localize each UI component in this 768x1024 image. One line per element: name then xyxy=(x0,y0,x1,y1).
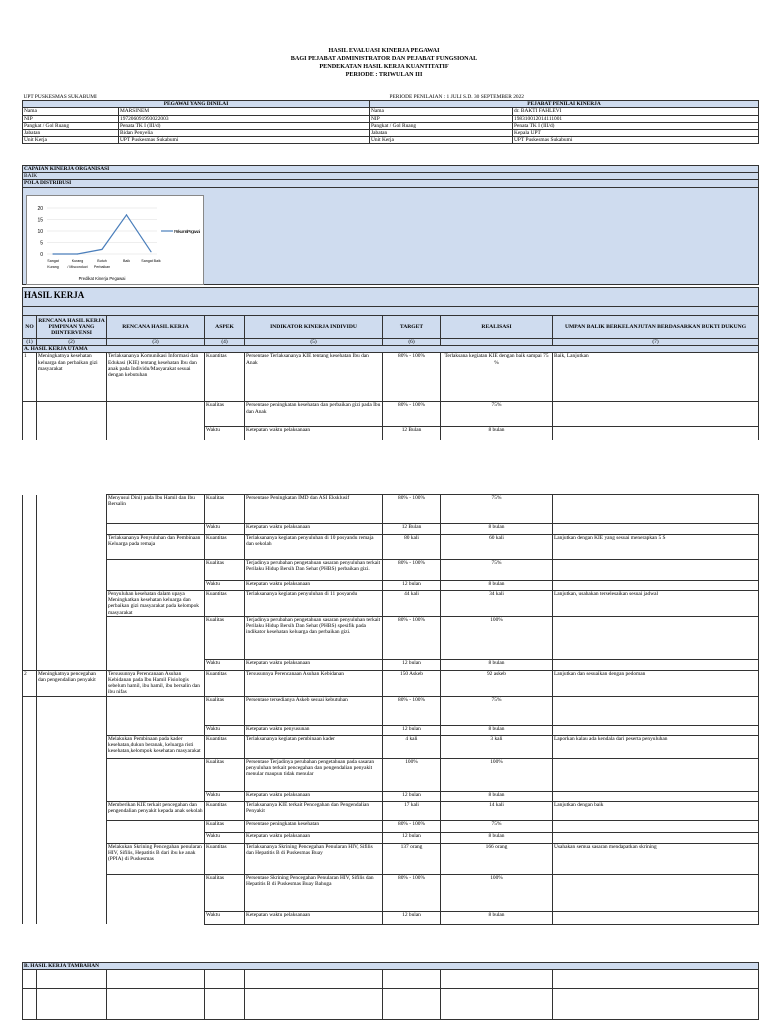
table-row xyxy=(23,353,759,402)
pegawai-row xyxy=(23,115,759,122)
cell-target: 4 kali xyxy=(383,735,441,758)
cell-realisasi: 75% xyxy=(441,820,553,832)
cell-realisasi: 100% xyxy=(441,874,553,911)
cell-umpan xyxy=(553,524,759,535)
table-row xyxy=(23,495,759,524)
cell-no xyxy=(23,524,37,535)
cell-target: 100% xyxy=(383,758,441,791)
cell-umpan: Lanjutkan dengan KIE yang sesuai menerapkan 5 S xyxy=(553,535,759,560)
cell-indikator: Persentase peningkatan kesehatan xyxy=(245,820,383,832)
cell-pimpinan xyxy=(37,843,107,874)
cell-indikator: Terlaksananya kegiatan penyuluhan di 10 posyandu remaja dan sekolah xyxy=(245,535,383,560)
cell-indikator: Persentase Terlaksananya KIE tentang kesehatan Ibu dan Anak xyxy=(245,353,383,402)
table-row xyxy=(23,616,759,659)
pegawai-value: Penata TK I (III/d) xyxy=(119,122,370,129)
cell-no xyxy=(23,495,37,524)
penilai-label: Pangkat / Gol Ruang xyxy=(370,122,513,129)
cell-rencana xyxy=(107,659,205,670)
column-header: REALISASI xyxy=(441,316,553,339)
cell-aspek: Waktu xyxy=(205,725,245,735)
cell-no xyxy=(23,801,37,820)
cell-realisasi: 8 bulan xyxy=(441,524,553,535)
cell-pimpinan xyxy=(37,535,107,560)
column-header: ASPEK xyxy=(205,316,245,339)
cell-aspek: Waktu xyxy=(205,427,245,442)
hasil-kerja-spacer xyxy=(23,307,759,316)
cell-no xyxy=(23,402,37,427)
pegawai-row xyxy=(23,137,759,144)
cell-realisasi: 75% xyxy=(441,560,553,581)
cell-no xyxy=(23,696,37,725)
cell-pimpinan xyxy=(37,495,107,524)
cell-no xyxy=(23,591,37,617)
cell-umpan: Baik, Lanjutkan xyxy=(553,353,759,402)
table-row xyxy=(23,735,759,758)
table-row xyxy=(23,725,759,735)
penilai-label: Nama xyxy=(370,108,513,115)
table-row xyxy=(23,843,759,874)
hasil-kerja-heading: HASIL KERJA xyxy=(23,288,759,307)
cell-rencana: Melakukan Pembinaan pada kader kesehatan,dukun beranak, keluarga risti kesehatan,kelompok kesehatan masyarakat xyxy=(107,735,205,758)
cell-rencana: Terlaksananya Penyuluhan dan Pembinaan Keluarga pada remaja xyxy=(107,535,205,560)
column-number: (3) xyxy=(107,339,205,346)
cell-indikator: Persentase Skrining Pencegahan Penularan HIV, Sifilis dan Hepatitis B di Puskesmas Buay Bahuga xyxy=(245,874,383,911)
pegawai-label: Unit Kerja xyxy=(23,137,119,144)
section-a-heading: A. HASIL KERJA UTAMA xyxy=(23,346,759,353)
cell-pimpinan xyxy=(37,581,107,591)
cell-umpan xyxy=(553,791,759,801)
cell-realisasi: 8 bulan xyxy=(441,581,553,591)
cell-indikator: Persentase Terjadinya perubahan pengetahuan pada sasaran penyuluhan terkait pencegahan dan pengendalian penyakit menular maupun tidak menular xyxy=(245,758,383,791)
x-tick-label: / Misconduct xyxy=(67,265,88,269)
series-line xyxy=(53,215,151,254)
cell-aspek: Kuantitas xyxy=(205,801,245,820)
pejabat-penilai-heading: PEJABAT PENILAI KINERJA xyxy=(370,101,759,108)
cell-indikator: Terlaksananya kegiatan penyuluhan di 11 posyandu xyxy=(245,591,383,617)
spacer-cell xyxy=(370,94,389,101)
column-header: RENCANA HASIL KERJA PIMPINAN YANG DIINTERVENSI xyxy=(37,316,107,339)
capaian-value: BAIK xyxy=(23,173,759,180)
hasil-kerja-table xyxy=(22,287,759,456)
column-number: (5) xyxy=(245,339,383,346)
cell-no xyxy=(23,791,37,801)
distribution-chart xyxy=(26,195,204,285)
unit-name: UPT PUSKESMAS SUKABUMI xyxy=(23,94,97,100)
cell-target: 12 bulan xyxy=(383,911,441,924)
cell-realisasi: 75% xyxy=(441,402,553,427)
data-point xyxy=(126,214,127,215)
cell-target: 150 Askeb xyxy=(383,670,441,696)
cell-pimpinan xyxy=(37,560,107,581)
pola-heading: POLA DISTRIBUSI xyxy=(23,180,759,187)
x-tick-label: Sangat Baik xyxy=(141,259,161,263)
cell-aspek: Kualitas xyxy=(205,560,245,581)
table-row xyxy=(23,696,759,725)
cell-pimpinan xyxy=(37,801,107,820)
cell-pimpinan xyxy=(37,616,107,659)
cell-pimpinan: Meningkatnya pencegahan dan pengendalian penyakit xyxy=(37,670,107,696)
capaian-heading: CAPAIAN KINERJA ORGANISASI xyxy=(23,166,759,173)
column-number: (6) xyxy=(383,339,441,346)
periode-text: PERIODE PENILAIAN : 1 JULI S.D. 30 SEPTEMBER 2022 xyxy=(389,94,524,100)
cell-rencana: Penyuluhan kesehatan dalam upaya Meningkatkan kesehatan keluarga dan perbaikan gizi masyarakat pada kelompok masyarakat xyxy=(107,591,205,617)
cell-rencana: Memberikan KIE terkait pencegahan dan pengendalian penyakit kepada anak sekolah xyxy=(107,801,205,820)
cell-no: 2 xyxy=(23,670,37,696)
cell-rencana xyxy=(107,402,205,427)
page-break-gap xyxy=(0,440,768,493)
cell-target: 17 kali xyxy=(383,801,441,820)
cell-indikator: Ketepatan waktu pelaksanaan xyxy=(245,581,383,591)
cell-rencana xyxy=(107,560,205,581)
penilai-value: 198310012014111001 xyxy=(513,115,759,122)
pegawai-value: UPT Puskesmas Sukabumi xyxy=(119,137,370,144)
penilai-value: Penata TK I (III/d) xyxy=(513,122,759,129)
cell-umpan xyxy=(553,560,759,581)
pegawai-heading-row xyxy=(23,101,759,108)
doc-title-4: PERIODE : TRIWULAN III xyxy=(345,71,423,78)
cell-umpan xyxy=(553,616,759,659)
doc-title-3: PENDEKATAN HASIL KERJA KUANTITATIF xyxy=(319,63,449,70)
cell-aspek: Kualitas xyxy=(205,696,245,725)
data-point xyxy=(150,251,151,252)
cell-rencana: Melakukan Skrining Pencegahan penularan HIV, Sifilis, Hepatitis B dari ibu ke anak (PPIA) di Puskesmas xyxy=(107,843,205,874)
cell-aspek: Waktu xyxy=(205,832,245,843)
cell-umpan: Lanjutkan dan sesuaikan dengan pedoman xyxy=(553,670,759,696)
cell-no xyxy=(23,735,37,758)
table-row xyxy=(23,535,759,560)
pegawai-value: Bidan Penyelia xyxy=(119,130,370,137)
cell-indikator: Persentase tersedianya Askeb sesuai kebutuhan xyxy=(245,696,383,725)
cell-target: 12 bulan xyxy=(383,581,441,591)
table-row xyxy=(23,524,759,535)
penilai-label: NIP xyxy=(370,115,513,122)
table-row xyxy=(23,402,759,427)
cell-realisasi: 34 kali xyxy=(441,591,553,617)
table-row xyxy=(23,832,759,843)
cell-pimpinan xyxy=(37,524,107,535)
cell-indikator: Tersusunnya Perencanaan Asuhan Kebidanan xyxy=(245,670,383,696)
section-b-heading: B. HASIL KERJA TAMBAHAN xyxy=(23,963,759,970)
column-number: (1) xyxy=(23,339,37,346)
penilai-label: Unit Kerja xyxy=(370,137,513,144)
cell-realisasi: 100% xyxy=(441,758,553,791)
cell-indikator: Terjadinya perubahan pengetahuan sasaran penyuluhan terkait Perilaku Hidup Bersih Dan Sehat (PHBS) spesifik pada indikator kesehatan keluarga dan perbaikan gizi. xyxy=(245,616,383,659)
cell-umpan: Lanjutkan dengan baik xyxy=(553,801,759,820)
hasil-kerja-table-continued xyxy=(22,494,759,925)
cell-no xyxy=(23,832,37,843)
cell-target: 12 Bulan xyxy=(383,524,441,535)
cell-umpan: Laporkan kalau ada kendala dari peserta penyuluhan xyxy=(553,735,759,758)
x-tick-label: Kurang xyxy=(71,259,84,263)
pegawai-row xyxy=(23,108,759,115)
cell-no xyxy=(23,616,37,659)
cell-pimpinan xyxy=(37,791,107,801)
cell-aspek: Kualitas xyxy=(205,758,245,791)
cell-pimpinan xyxy=(37,659,107,670)
table-row xyxy=(23,670,759,696)
x-axis-label: Predikat Kinerja Pegawai xyxy=(78,276,126,281)
column-header: RENCANA HASIL KERJA xyxy=(107,316,205,339)
cell-realisasi: 14 kali xyxy=(441,801,553,820)
cell-target: 12 bulan xyxy=(383,791,441,801)
y-tick-label: 0 xyxy=(40,252,43,258)
cell-aspek: Kuantitas xyxy=(205,535,245,560)
cell-aspek: Kuantitas xyxy=(205,670,245,696)
cell-indikator: Ketepatan waktu pelaksanaan xyxy=(245,791,383,801)
cell-target: 80% - 100% xyxy=(383,820,441,832)
cell-aspek: Waktu xyxy=(205,659,245,670)
table-row xyxy=(23,820,759,832)
cell-target: 80% - 100% xyxy=(383,696,441,725)
cell-rencana xyxy=(107,874,205,911)
table-row xyxy=(23,911,759,924)
cell-no xyxy=(23,659,37,670)
cell-indikator: Ketepatan waktu pelaksanaan xyxy=(245,524,383,535)
cell-umpan xyxy=(553,581,759,591)
unit-period-row xyxy=(23,94,759,101)
penilai-value: Kepala UPT xyxy=(513,130,759,137)
cell-indikator: Ketepatan waktu pelaksanaan xyxy=(245,659,383,670)
column-header: NO xyxy=(23,316,37,339)
hasil-kerja-tambahan-table xyxy=(22,962,759,1020)
cell-rencana xyxy=(107,791,205,801)
cell-target: 12 bulan xyxy=(383,832,441,843)
cell-rencana xyxy=(107,524,205,535)
table-row xyxy=(23,659,759,670)
cell-target: 12 bulan xyxy=(383,659,441,670)
cell-indikator: Persentase Peningkatan IMD dan ASI Eksklusif xyxy=(245,495,383,524)
cell-realisasi: 8 bulan xyxy=(441,791,553,801)
cell-no xyxy=(23,911,37,924)
cell-umpan xyxy=(553,725,759,735)
cell-aspek: Kuantitas xyxy=(205,843,245,874)
penilai-label: Jabatan xyxy=(370,130,513,137)
cell-aspek: Kuantitas xyxy=(205,735,245,758)
cell-pimpinan: Meningkatnya kesehatan keluarga dan perbaikan gizi masyarakat xyxy=(37,353,107,402)
x-tick-label: Perbaikan xyxy=(93,265,111,269)
x-tick-label: Baik xyxy=(123,259,130,263)
cell-pimpinan xyxy=(37,758,107,791)
cell-aspek: Kualitas xyxy=(205,495,245,524)
pegawai-table xyxy=(22,94,759,144)
y-tick-label: 5 xyxy=(40,240,43,247)
cell-rencana xyxy=(107,696,205,725)
cell-no: 1 xyxy=(23,353,37,402)
table-row xyxy=(23,591,759,617)
cell-pimpinan xyxy=(37,874,107,911)
cell-target: 80% - 100% xyxy=(383,495,441,524)
cell-rencana: Tersusunnya Perencanaan Asuhan Kebidanan pada Ibu Hamil Fisiologis sebelum hamil, ibu hamil, ibu bersalin dan ibu nifas xyxy=(107,670,205,696)
cell-aspek: Kuantitas xyxy=(205,591,245,617)
column-number: (2) xyxy=(37,339,107,346)
cell-pimpinan xyxy=(37,820,107,832)
cell-target: 80% - 100% xyxy=(383,616,441,659)
x-tick-label: Butuh xyxy=(97,259,107,263)
table-row xyxy=(23,758,759,791)
data-point xyxy=(77,253,78,254)
pegawai-value: 197206091993022003 xyxy=(119,115,370,122)
cell-indikator: Ketepatan waktu pelaksanaan xyxy=(245,911,383,924)
penilai-value: dr. BAKTI FAHLEVI xyxy=(513,108,759,115)
table-row xyxy=(23,560,759,581)
pegawai-label: NIP xyxy=(23,115,119,122)
pegawai-row xyxy=(23,122,759,129)
cell-rencana xyxy=(107,832,205,843)
doc-title-2: BAGI PEJABAT ADMINISTRATOR DAN PEJABAT FUNGSIONAL xyxy=(290,55,478,62)
cell-realisasi: 8 bulan xyxy=(441,832,553,843)
cell-no xyxy=(23,581,37,591)
cell-umpan: Usahakan semua sasaran mendapatkan skrining xyxy=(553,843,759,874)
cell-no xyxy=(23,874,37,911)
column-header: INDIKATOR KINERJA INDIVIDU xyxy=(245,316,383,339)
pegawai-label: Nama xyxy=(23,108,119,115)
cell-target: 80% - 100% xyxy=(383,402,441,427)
cell-no xyxy=(23,560,37,581)
x-tick-label: Sangat xyxy=(47,259,59,263)
cell-no xyxy=(23,758,37,791)
column-number xyxy=(441,339,553,346)
cell-indikator: Terlaksananya kegiatan pembinaan kader xyxy=(245,735,383,758)
pegawai-value: MARSINEM xyxy=(119,108,370,115)
pegawai-label: Jabatan xyxy=(23,130,119,137)
cell-indikator: Ketepatan waktu pelaksanaan xyxy=(245,427,383,442)
cell-indikator: Terlaksananya Skrining Pencegahan Penularan HIV, Sifilis dan Hepatitis B di Puskesmas Buay xyxy=(245,843,383,874)
cell-pimpinan xyxy=(37,591,107,617)
legend-label: Frekuensi Pegawai xyxy=(174,229,200,234)
cell-realisasi: Terlaksana kegiatan KIE dengan baik sampai 75 % xyxy=(441,353,553,402)
cell-umpan xyxy=(553,758,759,791)
table-row xyxy=(23,874,759,911)
cell-umpan xyxy=(553,832,759,843)
y-tick-label: 15 xyxy=(37,217,43,224)
cell-indikator: Terlaksananya KIE terkait Pencegahan dan Pengendalian Penyakit xyxy=(245,801,383,820)
cell-no xyxy=(23,820,37,832)
cell-realisasi: 166 orang xyxy=(441,843,553,874)
cell-umpan xyxy=(553,402,759,427)
cell-pimpinan xyxy=(37,402,107,427)
cell-no xyxy=(23,843,37,874)
cell-rencana: Terlaksananya Komunikasi Informasi dan Edukasi (KIE) tentang kesehatan Ibu dan anak pada Individu/Masyarakat sesuai dengan kebutuhan xyxy=(107,353,205,402)
cell-indikator: Ketepatan waktu pelaksanaan xyxy=(245,832,383,843)
cell-aspek: Kualitas xyxy=(205,874,245,911)
cell-umpan xyxy=(553,820,759,832)
cell-aspek: Waktu xyxy=(205,911,245,924)
cell-realisasi: 92 askeb xyxy=(441,670,553,696)
x-tick-label: Kurang xyxy=(47,265,59,269)
cell-indikator: Terjadinya perubahan pengetahuan sasaran penyuluhan terkait Perilaku Hidup Bersih Dan Sehat (PHBS) perbaikan gizi. xyxy=(245,560,383,581)
cell-realisasi: 8 bulan xyxy=(441,659,553,670)
data-point xyxy=(52,253,53,254)
cell-pimpinan xyxy=(37,725,107,735)
cell-umpan xyxy=(553,874,759,911)
column-header: TARGET xyxy=(383,316,441,339)
penilai-value: UPT Puskesmas Sukabumi xyxy=(513,137,759,144)
cell-aspek: Waktu xyxy=(205,524,245,535)
cell-realisasi: 75% xyxy=(441,696,553,725)
cell-aspek: Kualitas xyxy=(205,820,245,832)
cell-rencana xyxy=(107,616,205,659)
table-row xyxy=(23,791,759,801)
cell-rencana xyxy=(107,581,205,591)
pegawai-label: Pangkat / Gol Ruang xyxy=(23,122,119,129)
cell-aspek: Kualitas xyxy=(205,402,245,427)
cell-rencana xyxy=(107,725,205,735)
cell-rencana xyxy=(107,911,205,924)
cell-rencana xyxy=(107,758,205,791)
cell-umpan xyxy=(553,495,759,524)
cell-target: 80% - 100% xyxy=(383,353,441,402)
cell-aspek: Waktu xyxy=(205,581,245,591)
chart-svg xyxy=(27,196,203,284)
column-number: (7) xyxy=(553,339,759,346)
cell-realisasi: 100% xyxy=(441,616,553,659)
cell-umpan: Lanjutkan, usahakan terselesaikan sesuai jadwal xyxy=(553,591,759,617)
cell-realisasi: 8 bulan xyxy=(441,911,553,924)
cell-indikator: Ketepatan waktu penyusunan xyxy=(245,725,383,735)
column-number: (4) xyxy=(205,339,245,346)
cell-realisasi: 3 kali xyxy=(441,735,553,758)
column-header: UMPAN BALIK BERKELANJUTAN BERDASARKAN BUKTI DUKUNG xyxy=(553,316,759,339)
pegawai-row xyxy=(23,130,759,137)
cell-umpan xyxy=(553,659,759,670)
cell-target: 12 bulan xyxy=(383,725,441,735)
cell-rencana: Menyusui Dini) pada Ibu Hamil dan Ibu Bersalin xyxy=(107,495,205,524)
cell-realisasi: 75% xyxy=(441,495,553,524)
y-tick-label: 20 xyxy=(37,206,43,212)
table-row xyxy=(23,581,759,591)
cell-target: 137 orang xyxy=(383,843,441,874)
cell-indikator: Persentase peningkatan kesehatan dan perbaikan gizi pada Ibu dan Anak xyxy=(245,402,383,427)
cell-pimpinan xyxy=(37,735,107,758)
doc-title-1: HASIL EVALUASI KINERJA PEGAWAI xyxy=(328,47,440,54)
cell-target: 80 kali xyxy=(383,535,441,560)
cell-target: 80% - 100% xyxy=(383,874,441,911)
cell-no xyxy=(23,535,37,560)
cell-pimpinan xyxy=(37,832,107,843)
cell-target: 44 kali xyxy=(383,591,441,617)
cell-target: 80% - 100% xyxy=(383,560,441,581)
cell-no xyxy=(23,725,37,735)
cell-pimpinan xyxy=(37,911,107,924)
cell-target: 12 Bulan xyxy=(383,427,441,442)
y-tick-label: 10 xyxy=(37,229,43,235)
cell-realisasi: 8 bulan xyxy=(441,427,553,442)
data-point xyxy=(101,249,102,250)
cell-pimpinan xyxy=(37,696,107,725)
cell-umpan xyxy=(553,696,759,725)
cell-realisasi: 8 bulan xyxy=(441,725,553,735)
table-row xyxy=(23,801,759,820)
cell-aspek: Kuantitas xyxy=(205,353,245,402)
cell-rencana xyxy=(107,820,205,832)
pegawai-dinilai-heading: PEGAWAI YANG DINILAI xyxy=(23,101,370,108)
cell-realisasi: 60 kali xyxy=(441,535,553,560)
cell-umpan xyxy=(553,911,759,924)
cell-aspek: Waktu xyxy=(205,791,245,801)
cell-aspek: Kualitas xyxy=(205,616,245,659)
